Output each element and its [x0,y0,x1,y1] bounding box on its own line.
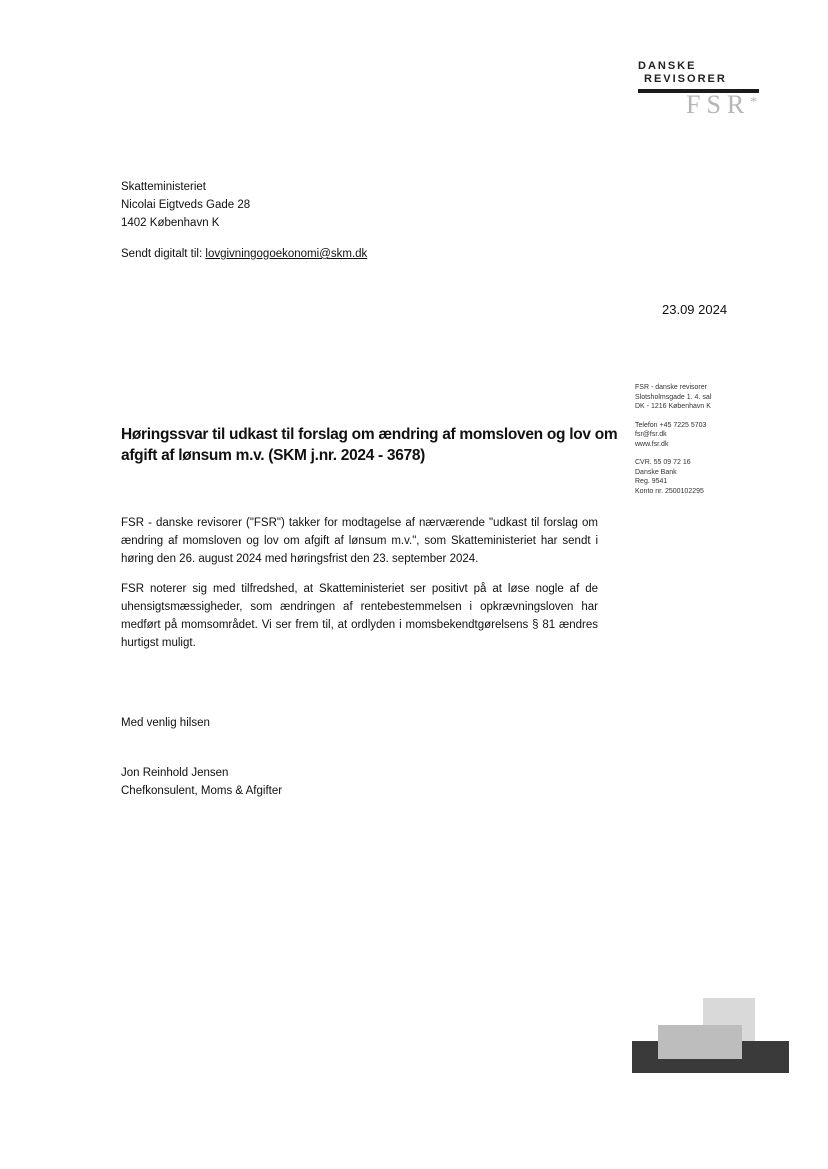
sender-bank-name: Danske Bank [635,468,677,476]
sent-digitally-line [121,245,367,263]
recipient-name: Skatteministeriet [121,181,207,193]
sender-address-line: DK - 1216 København K [635,403,711,410]
sender-address-line: Slotsholmsgade 1. 4. sal [635,393,712,401]
signatory-title: Chefkonsulent, Moms & Afgifter [121,785,283,797]
sender-account: Konto nr. 2500102295 [635,487,704,495]
sender-email: fsr@fsr.dk [635,431,667,438]
sender-cvr: CVR. 55 09 72 16 [635,459,691,466]
subject-line: Høringssvar til udkast til forslag om ændring af momsloven og lov om [121,426,618,443]
sender-phone: Telefon +45 7225 5703 [635,421,707,429]
body-paragraph-1: FSR - danske revisorer ("FSR") takker for modtagelse af nærværende "udkast til forslag om ændring af momsloven og lov om afgift af lønsum m.v.", som Skatteministeriet har sendt i høring den 26. august 2024 med høringsfrist den 23. september 2024. [121,517,598,565]
sender-address [635,383,795,412]
signature-block [121,764,282,800]
letter-date: 23.09 2024 [662,302,728,317]
recipient-address [121,178,250,232]
subject-line: afgift af lønsum m.v. (SKM j.nr. 2024 - 3678) [121,447,426,464]
sender-contact [635,421,795,450]
sender-address-line: FSR - danske revisorer [635,384,707,391]
sender-bank [635,458,795,496]
signatory-name: Jon Reinhold Jensen [121,767,229,779]
fsr-logo-mark: FSR* [686,90,758,119]
logo-line-danske: DANSKE [638,60,697,72]
body-paragraph-2: FSR noterer sig med tilfredshed, at Skatteministeriet ser positivt på at løse nogle af de uhensigtsmæssigheder, som ændringen af rentebestemmelsen i opkrævningsloven har medført på momsområdet. Vi ser frem til, at ordlyden i momsbekendtgørelsens § 81 ændres hurtigst muligt. [121,583,598,649]
sender-website: www.fsr.dk [635,440,669,448]
recipient-city: 1402 København K [121,217,220,229]
sender-info-block [635,383,795,505]
closing-greeting: Med venlig hilsen [121,717,210,729]
logo-wordmark [638,60,760,86]
sender-reg: Reg. 9541 [635,478,668,485]
recipient-email-link[interactable]: lovgivningogoekonomi@skm.dk [205,248,368,260]
recipient-street: Nicolai Eigtveds Gade 28 [121,199,251,211]
letter-subject [121,424,618,466]
logo-line-revisorer: REVISORER [644,73,727,85]
sent-label: Sendt digitalt til: [121,248,206,260]
